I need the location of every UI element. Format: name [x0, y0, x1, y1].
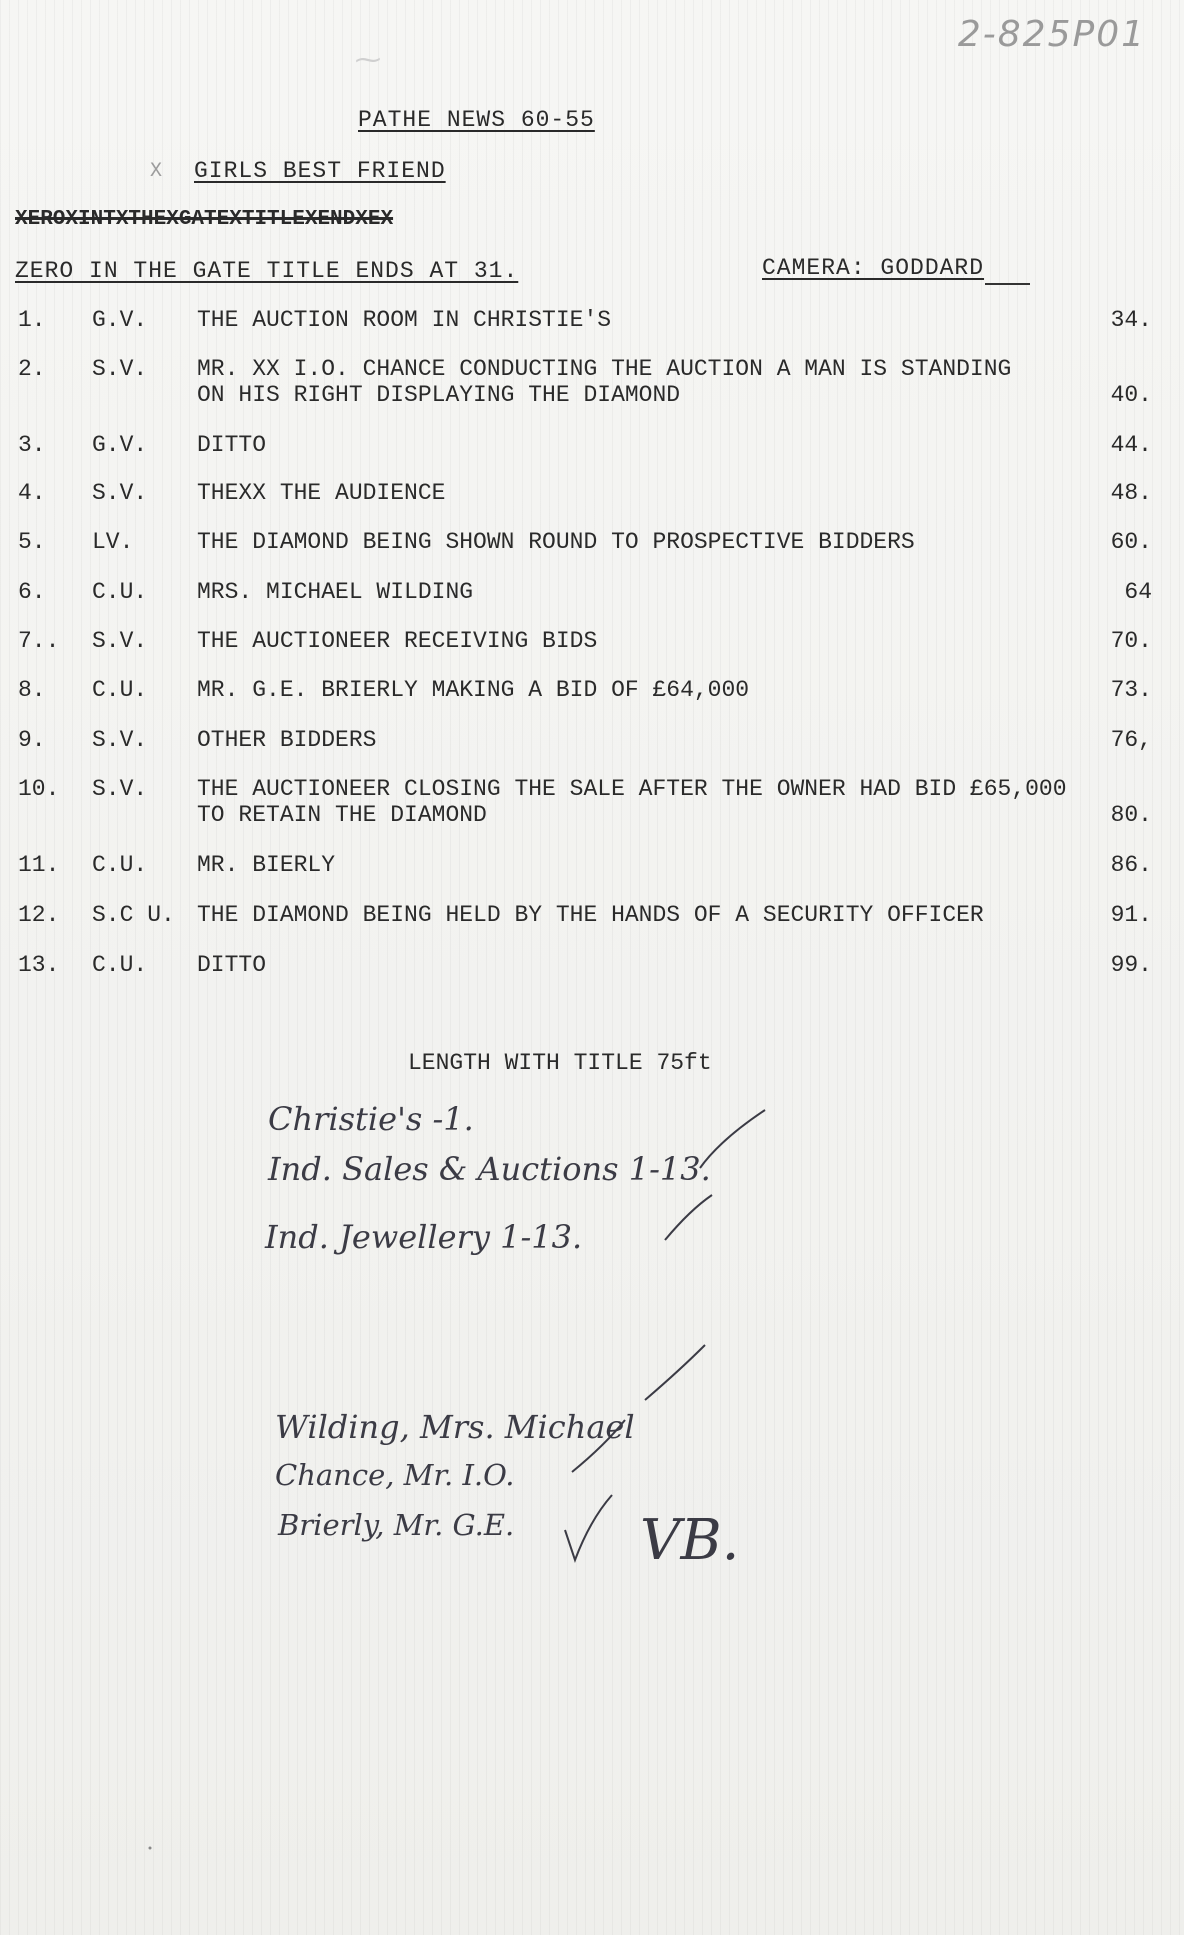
- camera-credit: CAMERA: GODDARD: [762, 255, 985, 281]
- shot-number: 11.: [18, 852, 60, 878]
- shot-type: C.U.: [92, 677, 148, 703]
- shot-type: C.U.: [92, 579, 148, 605]
- shot-footage: 70.: [1110, 628, 1152, 654]
- shot-footage: 80.: [1110, 802, 1152, 828]
- speck: [149, 1847, 152, 1850]
- shot-description-line: OTHER BIDDERS: [197, 727, 377, 753]
- shot-description-line: MR. G.E. BRIERLY MAKING A BID OF £64,000: [197, 677, 750, 703]
- handwritten-person-1: Wilding, Mrs. Michael: [275, 1408, 635, 1446]
- story-title: GIRLS BEST FRIEND: [194, 158, 446, 184]
- smudge-mark: ⁓: [355, 45, 381, 75]
- shot-type: G.V.: [92, 432, 148, 458]
- shot-description-line: THE AUCTIONEER CLOSING THE SALE AFTER THE OWNER HAD BID £65,000: [197, 776, 1067, 802]
- shot-number: 2.: [18, 356, 46, 382]
- check-mark: [572, 1420, 625, 1472]
- shot-description-line: MR. XX I.O. CHANCE CONDUCTING THE AUCTION A MAN IS STANDING: [197, 356, 1012, 382]
- length-line: LENGTH WITH TITLE 75ft: [408, 1050, 712, 1076]
- shot-number: 10.: [18, 776, 60, 802]
- document-title: PATHE NEWS 60-55: [358, 107, 595, 133]
- shot-description-line: DITTO: [197, 432, 267, 458]
- shot-number: 9.: [18, 727, 46, 753]
- handwritten-initials: VB.: [640, 1508, 740, 1573]
- check-mark: [700, 1110, 765, 1168]
- shot-description-line: THE AUCTION ROOM IN CHRISTIE'S: [197, 307, 612, 333]
- handwritten-index-3: Ind. Jewellery 1-13.: [265, 1218, 583, 1256]
- shot-number: 12.: [18, 902, 60, 928]
- shot-footage: 86.: [1110, 852, 1152, 878]
- shot-type: C.U.: [92, 852, 148, 878]
- check-mark: [565, 1495, 612, 1560]
- shot-type: S.V.: [92, 356, 148, 382]
- shot-type: S.C U.: [92, 902, 175, 928]
- shot-number: 5.: [18, 529, 46, 555]
- shot-description-line: THE DIAMOND BEING SHOWN ROUND TO PROSPECTIVE BIDDERS: [197, 529, 915, 555]
- shot-type: G.V.: [92, 307, 148, 333]
- shot-number: 6.: [18, 579, 46, 605]
- shot-description-line: MR. BIERLY: [197, 852, 336, 878]
- handwritten-person-3: Brierly, Mr. G.E.: [278, 1508, 515, 1542]
- shot-type: S.V.: [92, 727, 148, 753]
- shot-number: 1.: [18, 307, 46, 333]
- shot-number: 13.: [18, 952, 60, 978]
- story-prefix: X: [150, 160, 163, 183]
- shot-footage: 91.: [1110, 902, 1152, 928]
- struck-out-line: XEROXINTXTHEXGATEXTITLEXENDXEX: [15, 208, 394, 231]
- check-mark: [645, 1345, 705, 1400]
- shot-description-line: MRS. MICHAEL WILDING: [197, 579, 474, 605]
- shot-type: S.V.: [92, 776, 148, 802]
- check-mark: [665, 1195, 712, 1240]
- reference-number: 2-825P01: [957, 14, 1146, 55]
- shot-type: LV.: [92, 529, 134, 555]
- shot-number: 7..: [18, 628, 60, 654]
- shot-description-line: THE AUCTIONEER RECEIVING BIDS: [197, 628, 598, 654]
- shot-footage: 48.: [1110, 480, 1152, 506]
- handwritten-index-1: Christie's -1.: [268, 1100, 474, 1138]
- shot-number: 8.: [18, 677, 46, 703]
- shot-number: 4.: [18, 480, 46, 506]
- shot-footage: 60.: [1110, 529, 1152, 555]
- shot-number: 3.: [18, 432, 46, 458]
- shot-description-line: DITTO: [197, 952, 267, 978]
- shot-footage: 99.: [1110, 952, 1152, 978]
- shot-footage: 64: [1124, 579, 1152, 605]
- shot-description-line: ON HIS RIGHT DISPLAYING THE DIAMOND: [197, 382, 681, 408]
- shot-type: S.V.: [92, 480, 148, 506]
- zero-gate-line: ZERO IN THE GATE TITLE ENDS AT 31.: [15, 258, 519, 284]
- shot-footage: 76,: [1110, 727, 1152, 753]
- shot-footage: 40.: [1110, 382, 1152, 408]
- shot-footage: 73.: [1110, 677, 1152, 703]
- shot-description-line: THEXX THE AUDIENCE: [197, 480, 446, 506]
- shot-type: C.U.: [92, 952, 148, 978]
- shot-footage: 34.: [1110, 307, 1152, 333]
- shot-type: S.V.: [92, 628, 148, 654]
- shot-description-line: TO RETAIN THE DIAMOND: [197, 802, 487, 828]
- handwritten-index-2: Ind. Sales & Auctions 1-13.: [268, 1150, 711, 1188]
- shot-description-line: THE DIAMOND BEING HELD BY THE HANDS OF A SECURITY OFFICER: [197, 902, 984, 928]
- handwritten-person-2: Chance, Mr. I.O.: [275, 1458, 515, 1492]
- shot-footage: 44.: [1110, 432, 1152, 458]
